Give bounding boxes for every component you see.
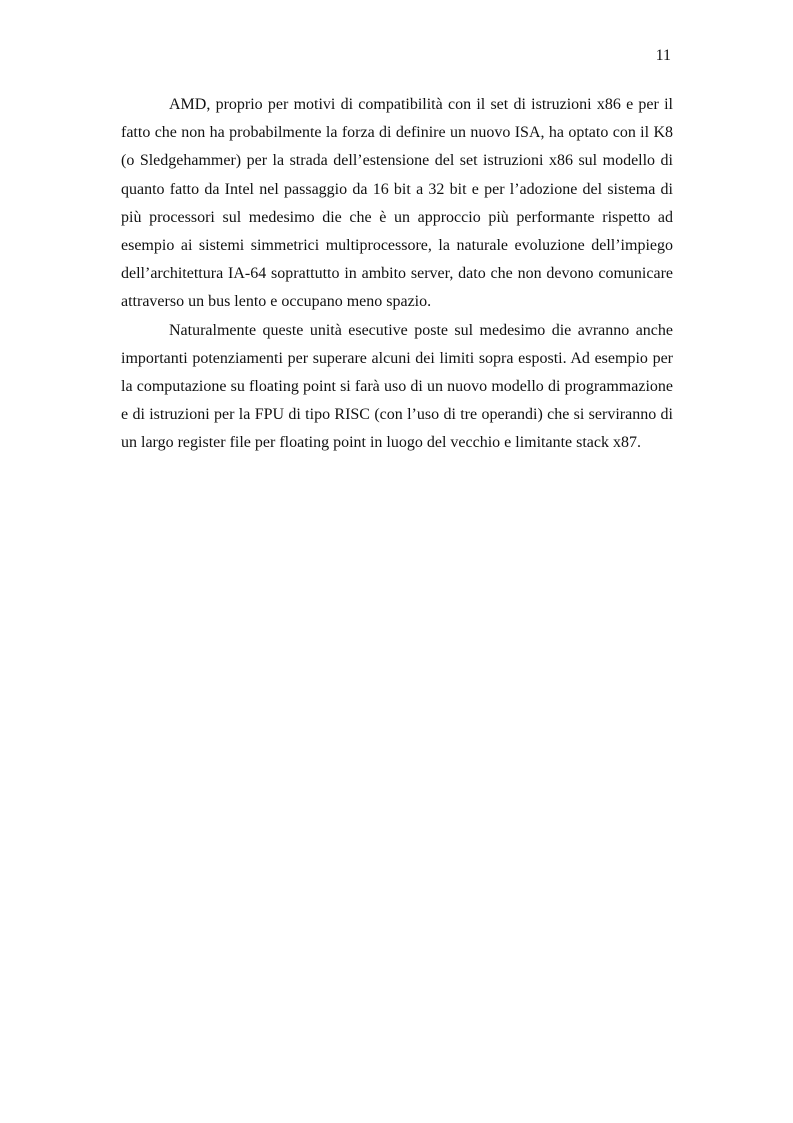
paragraph-execution-units: Naturalmente queste unità esecutive poste sul medesimo die avranno anche importanti potenziamenti per superare alcuni dei limiti sopra esposti. Ad esempio per la computazione su floating point si farà uso di un nuovo modello di programmazione e di istruzioni per la FPU di tipo RISC (con l’uso di tre operandi) che si serviranno di un largo register file per floating point in luogo del vecchio e limitante stack x87.	[121, 321, 673, 452]
paragraph-amd-k8: AMD, proprio per motivi di compatibilità con il set di istruzioni x86 e per il fatto che non ha probabilmente la forza di definire un nuovo ISA, ha optato con il K8 (o Sledgehammer) per la strada dell’estensione del set istruzioni x86 sul modello di quanto fatto da Intel nel passaggio da 16 bit a 32 bit e per l’adozione del sistema di più processori sul medesimo die che è un approccio più performante rispetto ad esempio ai sistemi simmetrici multiprocessore, la naturale evoluzione dell’impiego dell’architettura IA-64 soprattutto in ambito server, dato che non devono comunicare attraverso un bus lento e occupano meno spazio.	[121, 96, 673, 311]
body-text	[121, 91, 673, 458]
page-number: 11	[655, 47, 671, 64]
